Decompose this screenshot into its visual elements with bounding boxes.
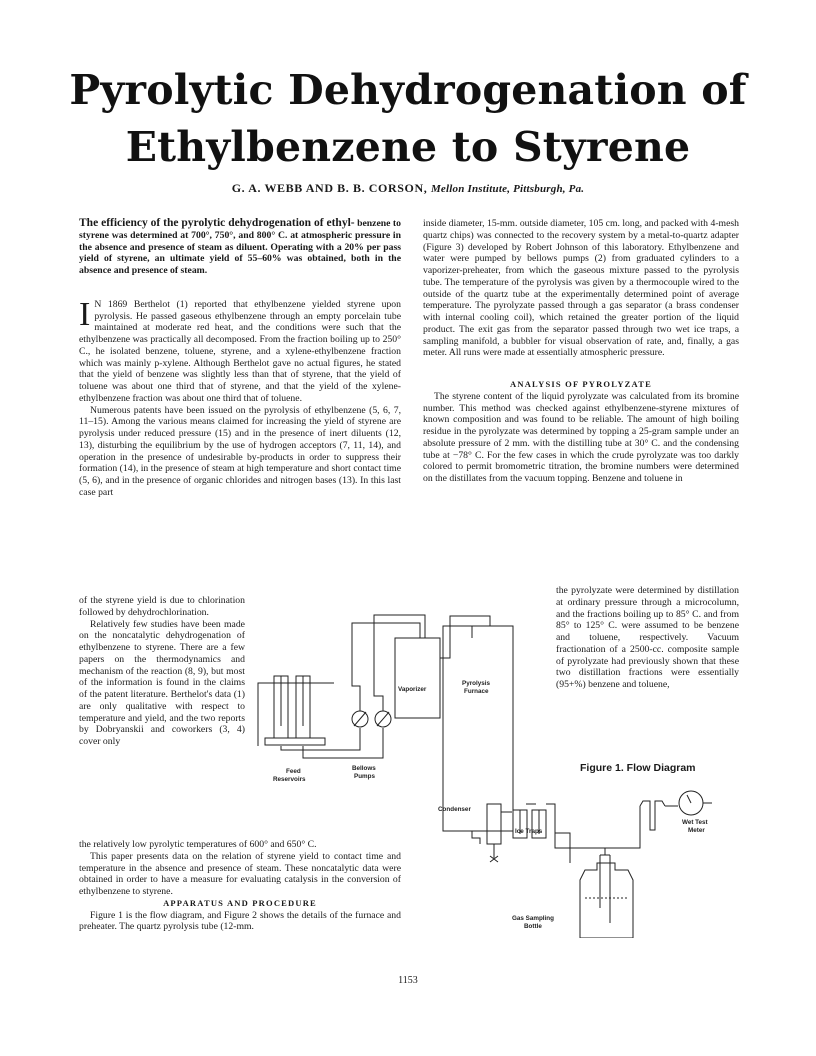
temperatures-text: the relatively low pyrolytic temperatures of 600° and 650° C. xyxy=(79,839,317,850)
gas-sampling-bottle xyxy=(580,863,633,938)
narrow-left-column xyxy=(79,595,245,748)
pyrolysis-furnace xyxy=(443,626,513,831)
page-number: 1153 xyxy=(398,975,418,986)
bellows-label-1: Bellows xyxy=(352,765,376,772)
apparatus-paragraph: Figure 1 is the flow diagram, and Figure 2 shows the details of the furnace and preheater. The quartz pyrolysis tube (12-mm. xyxy=(79,909,401,933)
feed-label-1: Feed xyxy=(286,768,301,775)
analysis-paragraph: The styrene content of the liquid pyrolyzate was calculated from its bromine number. This method was checked against ethylbenzene-styrene mixtures of known composition and was found to be reliable. The amount of high boiling residue in the pyrolyzate was determined by topping a 25-gram sample under an absolute pressure of 2 mm. with the distilling tube at 30° C. and the condensing tube at −78° C. For the few cases in which the crude pyrolyzate was too darkly colored to permit bromometric titration, the bromine numbers were determined on the distillates from the vacuum topping. Benzene and toluene in xyxy=(423,390,739,484)
pyrolysis-label-1: Pyrolysis xyxy=(462,680,491,687)
title-line-2: Ethylbenzene to Styrene xyxy=(125,123,691,171)
title-line-1: Pyrolytic Dehydrogenation of xyxy=(69,66,747,114)
chlorination-text: of the styrene yield is due to chlorination followed by dehydrochlorination. xyxy=(79,595,245,618)
abstract xyxy=(79,218,401,277)
ice-traps-label: Ice Traps xyxy=(515,828,543,835)
figure-caption: Figure 1. Flow Diagram xyxy=(580,762,696,774)
condenser-label: Condenser xyxy=(438,806,471,813)
drop-cap: I xyxy=(79,295,91,333)
distillation-text: the pyrolyzate were determined by distillation at ordinary pressure through a microcolumn, and the fractions boiling up to 85° C. and from 85° to 125° C. were assumed to be benzene and toluene, respectively. Vacuum fractionation of a 2500-cc. composite sample of pyrolyzate had previously shown that these two distillation fractions were essentially (95+%) benzene and toluene, xyxy=(556,585,739,690)
reservoir-base xyxy=(265,738,325,745)
patents-paragraph: Numerous patents have been issued on the pyrolysis of ethylbenzene (5, 6, 7, 11–15). Among the various means claimed for increasing the yield of styrene are pyrolysis under reduced pressure (15) and in the presence of inert diluents (12, 13), disturbing the equilibrium by the use of hydrogen acceptors (7, 11, 14), and operation in the presence of undesirable by-products in order to suppress their formation (14), in the presence of steam at high temperature and short contact time (5, 6), and in the presence of organic chlorides and nitrogen bases (13). In this last case part xyxy=(79,404,401,498)
vaporizer-label: Vaporizer xyxy=(398,686,427,693)
abstract-body: benzene to styrene was determined at 700°, 750°, and 800° C. at atmospheric pressure in the absence and presence of steam as diluent. Operating with a 20% per pass yield of styrene, an ultimate yield of 55–60% was obtained, both in the absence and presence of steam. xyxy=(79,218,402,277)
byline xyxy=(40,181,776,196)
condenser xyxy=(487,804,501,844)
vaporizer xyxy=(395,638,440,718)
wet-test-label-2: Meter xyxy=(688,827,705,834)
intro-paragraph xyxy=(79,295,401,405)
bellows-label-2: Pumps xyxy=(354,773,375,780)
relatively-paragraph: Relatively few studies have been made on the noncatalytic dehydrogenation of ethylbenzene to styrene. There are a few papers on the thermodynamics and mechanism of the reaction (8, 9), but most of the information is found in the claims of the patent literature. Berthelot's data (1) are only qualitative with respect to temperature and yield, and the two reports by Dobryanskii and coworkers (3, 4) cover only xyxy=(79,618,245,747)
pyrolysis-label-2: Furnace xyxy=(464,688,489,695)
feed-label-2: Reservoirs xyxy=(273,776,306,783)
section-heading-analysis: ANALYSIS OF PYROLYZATE xyxy=(510,379,652,389)
wet-test-label-1: Wet Test xyxy=(682,819,708,826)
apparatus-continued-paragraph: inside diameter, 15-mm. outside diameter, 105 cm. long, and packed with 4-mesh quartz chips) was connected to the recovery system by a metal-to-quartz adapter (Figure 3) developed by Robert Johnson of this laboratory. Ethylbenzene and water were pumped by bellows pumps (2) from graduated cylinders to a vaporizer-preheater, from which the gaseous mixture passed to the pyrolysis tube. The temperature of the pyrolysis was given by a thermocouple wired to the outside of the quartz tube at the experimentally determined point of average temperature. The pyrolyzate passed through a gas separator (a brass condenser with internal cooling coil), which retained the greater portion of the liquid product. The exit gas from the separator passed through two wet ice traps, a sampling manifold, a bubbler for visual observation of rate, and, finally, a gas meter. All runs were made at essentially atmospheric pressure. xyxy=(423,218,739,359)
article-title xyxy=(40,62,776,176)
this-paper-paragraph: This paper presents data on the relation of styrene yield to contact time and temperature in the absence and presence of steam. These noncatalytic data were obtained in order to have a measure for evaluating catalysis in the conversion of ethylbenzene to styrene. xyxy=(79,850,401,897)
affiliation: Mellon Institute, Pittsburgh, Pa. xyxy=(430,183,585,195)
abstract-lead: The efficiency of the pyrolytic dehydrogenation of ethyl- xyxy=(79,217,355,229)
gas-sampling-label-1: Gas Sampling xyxy=(512,915,554,922)
right-column xyxy=(423,218,739,485)
left-column xyxy=(79,218,401,499)
section-heading-apparatus: APPARATUS AND PROCEDURE xyxy=(163,897,317,908)
gas-sampling-label-2: Bottle xyxy=(524,923,542,930)
intro-text: N 1869 Berthelot (1) reported that ethylbenzene yielded styrene upon pyrolysis. He passed gaseous ethylbenzene through an empty porcelain tube maintained at moderate red heat, and the conditions were such that the ethylbenzene was practically all decomposed. From the fraction boiling up to 250° C., he isolated benzene, toluene, styrene, and a xylene-ethylbenzene fraction which was mainly p-xylene. Although Berthelot gave no actual figures, he stated that the yield of benzene was slightly less than that of styrene, that the yield of toluene was about one third that of styrene, and that the yield of the xylene-ethylbenzene fraction was about one third that of toluene. xyxy=(79,298,401,404)
authors: G. A. WEBB AND B. B. CORSON, xyxy=(231,181,428,195)
